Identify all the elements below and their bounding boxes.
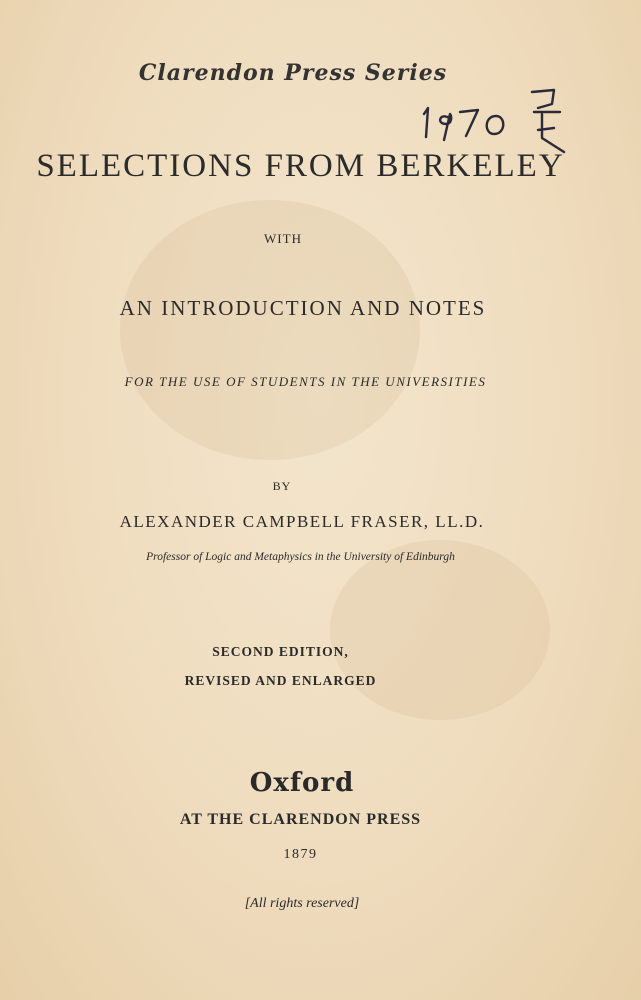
- for-use-line: FOR THE USE OF STUDENTS IN THE UNIVERSITIES: [124, 374, 487, 389]
- series-title: Clarendon Press Series: [138, 60, 448, 86]
- publication-year: 1879: [283, 847, 318, 862]
- by-label: BY: [272, 479, 292, 493]
- introduction-line: AN INTRODUCTION AND NOTES: [119, 296, 487, 320]
- revised-line: REVISED AND ENLARGED: [184, 673, 377, 688]
- author-name: ALEXANDER CAMPBELL FRASER, LL.D.: [119, 512, 485, 531]
- with-label: WITH: [264, 231, 302, 246]
- book-title: SELECTIONS FROM BERKELEY: [36, 148, 565, 184]
- handwritten-note: [414, 82, 584, 162]
- place-name: Oxford: [249, 768, 355, 798]
- author-affiliation: Professor of Logic and Metaphysics in the University of Edinburgh: [146, 551, 455, 563]
- edition-line: SECOND EDITION,: [212, 644, 349, 659]
- paper-stain: [330, 540, 550, 720]
- rights-notice: [All rights reserved]: [244, 896, 360, 911]
- publisher: AT THE CLARENDON PRESS: [179, 811, 422, 828]
